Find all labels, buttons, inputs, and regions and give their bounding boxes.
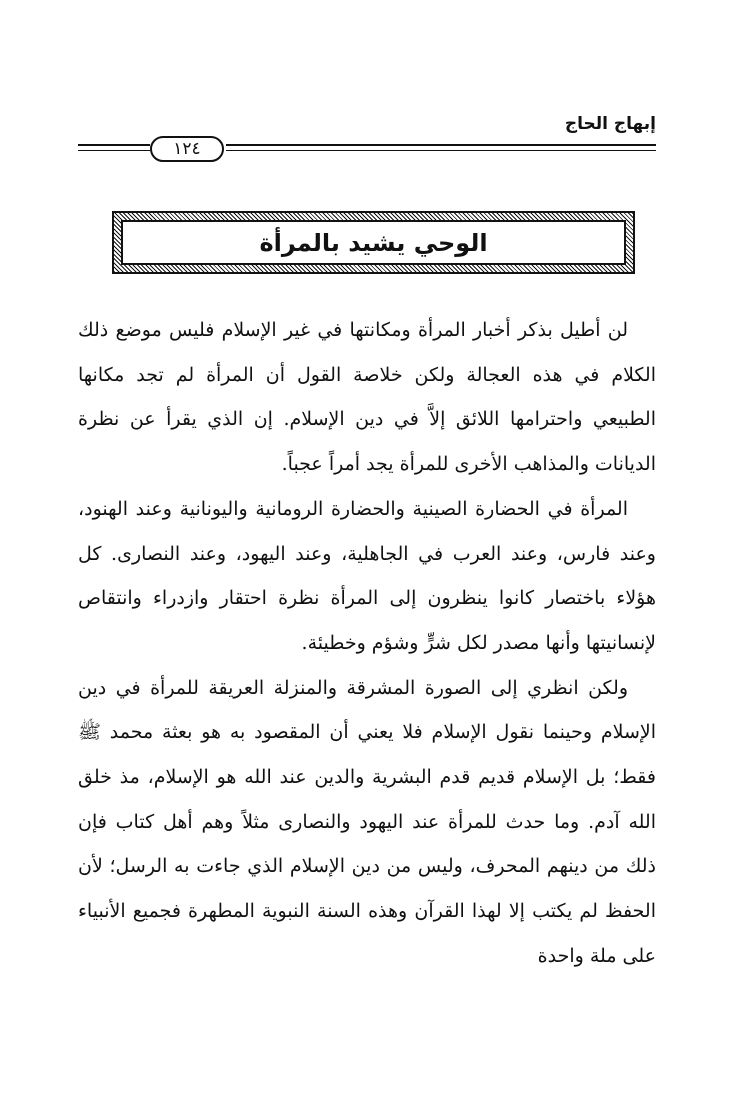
running-head-title: إبهاج الحاج — [564, 114, 656, 134]
paragraph: ولكن انظري إلى الصورة المشرقة والمنزلة العريقة للمرأة في دين الإسلام وحينما نقول الإسلام فلا يعني أن المقصود به هو بعثة محمد ﷺ فقط؛ بل الإسلام قديم قدم البشرية والدين عند الله هو الإسلام، مذ خلق الله آدم. وما حدث للمرأة عند اليهود والنصارى مثلاً وهم أهل كتاب فإن ذلك من دينهم المحرف، وليس من دين الإسلام الذي جاءت به الرسل؛ لأن الحفظ لم يكتب إلا لهذا القرآن وهذه السنة النبوية المطهرة فجميع الأنبياء على ملة واحدة — [78, 676, 656, 967]
header-rule-left-lower — [78, 150, 150, 151]
section-title: الوحي يشيد بالمرأة — [121, 220, 626, 265]
body-text — [78, 308, 656, 979]
section-title-frame — [112, 211, 635, 274]
header-rule-left-upper — [78, 144, 150, 146]
header-rule-lower — [226, 150, 656, 151]
page-number: ١٢٤ — [150, 136, 224, 162]
header-rule-upper — [226, 144, 656, 146]
paragraph: المرأة في الحضارة الصينية والحضارة الرومانية واليونانية وعند الهنود، وعند فارس، وعند العرب في الجاهلية، وعند اليهود، وعند النصارى. كل هؤلاء باختصار كانوا ينظرون إلى المرأة نظرة احتقار وازدراء وانتقاص لإنسانيتها وأنها مصدر لكل شرٍّ وشؤم وخطيئة. — [78, 497, 656, 654]
paragraph: لن أطيل بذكر أخبار المرأة ومكانتها في غير الإسلام فليس موضع ذلك الكلام في هذه العجالة ولكن خلاصة القول أن المرأة لم تجد مكانها الطبيعي واحترامها اللائق إلاَّ في دين الإسلام. إن الذي يقرأ عن نظرة الديانات والمذاهب الأخرى للمرأة يجد أمراً عجباً. — [78, 319, 656, 476]
page-header — [78, 112, 656, 158]
